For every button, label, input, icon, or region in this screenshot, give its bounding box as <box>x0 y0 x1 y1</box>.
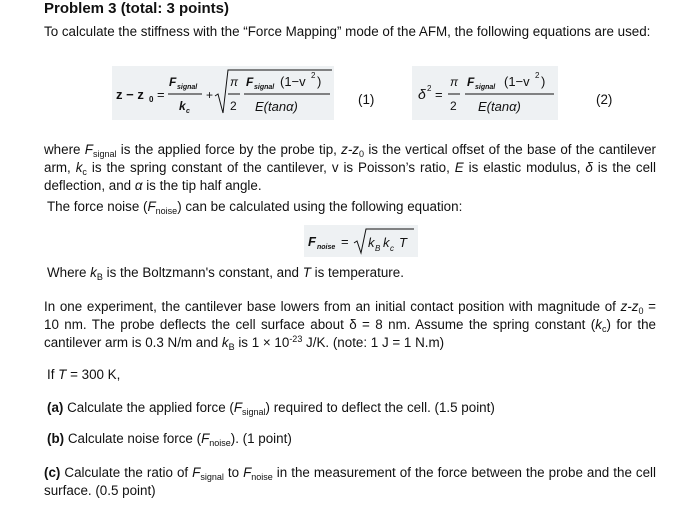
part-b-question: (b) Calculate noise force $(F_{noise})$. (1 point) <box>47 431 292 448</box>
eq2-f-sub: signal <box>475 84 496 91</box>
eq1-close: ) <box>317 74 322 89</box>
boltzmann-definition: Where $k_B$ is the Boltzmann's constant, and T is temperature. <box>47 265 404 282</box>
eq3-kb: k <box>368 235 375 250</box>
eq2-close: ) <box>541 74 546 89</box>
eq1-one-minus: (1−v <box>280 74 306 89</box>
eq2-f: F <box>467 75 475 89</box>
equation-1-number: (1) <box>358 92 375 107</box>
eq3-f: F <box>308 234 316 249</box>
experiment-paragraph: In one experiment, the cantilever base lowers from an initial contact position with magnitude of $z-z_0 = 10$ nm. The probe deflects the cell surface about δ = 8 nm. Assume the spring constant $(k_c)$ for the cantilever arm is 0.3 N/m and $k_B$ is $1 \times 10^{-23}$ J/K. (note: 1 J = 1 N.m) <box>44 299 657 352</box>
eq1-plus: + <box>206 88 214 102</box>
eq2-delta: δ <box>418 86 426 102</box>
eq3-kc: k <box>383 235 390 250</box>
part-a-question: (a) Calculate the applied force $(F_{signal})$ required to deflect the cell. (1.5 point) <box>47 400 495 417</box>
eq2-pi: π <box>450 75 459 89</box>
eq3-kc-sub: c <box>390 244 394 253</box>
eq1-equals: = <box>157 87 165 102</box>
noise-intro: The force noise $(F_{noise})$ can be calculated using the following equation: <box>47 199 463 216</box>
eq2-equals: = <box>435 87 443 102</box>
eq3-f-sub: noise <box>317 244 336 251</box>
eq3-equals: = <box>341 234 349 249</box>
eq3-kb-sub: B <box>375 244 381 253</box>
part-c-question: (c) Calculate the ratio of $F_{signal}$ to $F_{noise}$ in the measurement of the force between the probe and the cell surface. (0.5 point) <box>44 465 657 498</box>
eq2-v-sq: 2 <box>535 71 540 80</box>
equation-1 <box>112 66 334 125</box>
eq1-f2-sub: signal <box>254 84 275 91</box>
eq1-f: F <box>169 75 177 89</box>
equation-2-number: (2) <box>596 92 613 107</box>
eq1-two: 2 <box>230 99 237 113</box>
eq1-f2: F <box>246 75 254 89</box>
eq2-two: 2 <box>450 99 457 113</box>
variable-definitions: where $F_{signal}$ is the applied force by the probe tip, $z-z_0$ is the vertical offset of the base of the cantilever arm, $k_c$ is the spring constant of the cantilever, v is Poisson’s ratio, E is elastic modulus, δ is the cell deflection, and α is the tip half angle. <box>44 142 657 193</box>
equation-3 <box>304 225 418 262</box>
eq2-delta-sq: 2 <box>427 84 432 93</box>
eq1-v-sq: 2 <box>311 71 316 80</box>
eq1-kc-sub: c <box>186 108 190 115</box>
temperature-condition: If T = 300 K, <box>47 367 121 382</box>
eq1-e-tan: E(tanα) <box>255 99 298 114</box>
eq2-e-tan: E(tanα) <box>478 99 521 114</box>
intro-paragraph: To calculate the stiffness with the “Force Mapping” mode of the AFM, the following equations are used: <box>44 24 651 39</box>
eq1-f-sub: signal <box>177 84 198 91</box>
eq1-kc: k <box>179 99 186 113</box>
eq2-one-minus: (1−v <box>504 74 530 89</box>
equation-2 <box>412 66 558 125</box>
eq3-t: T <box>399 235 407 250</box>
eq1-pi: π <box>230 75 239 89</box>
problem-title: Problem 3 (total: 3 points) <box>44 0 230 17</box>
eq1-lhs: z − z <box>116 87 144 102</box>
eq1-lhs-sub: 0 <box>149 95 154 104</box>
